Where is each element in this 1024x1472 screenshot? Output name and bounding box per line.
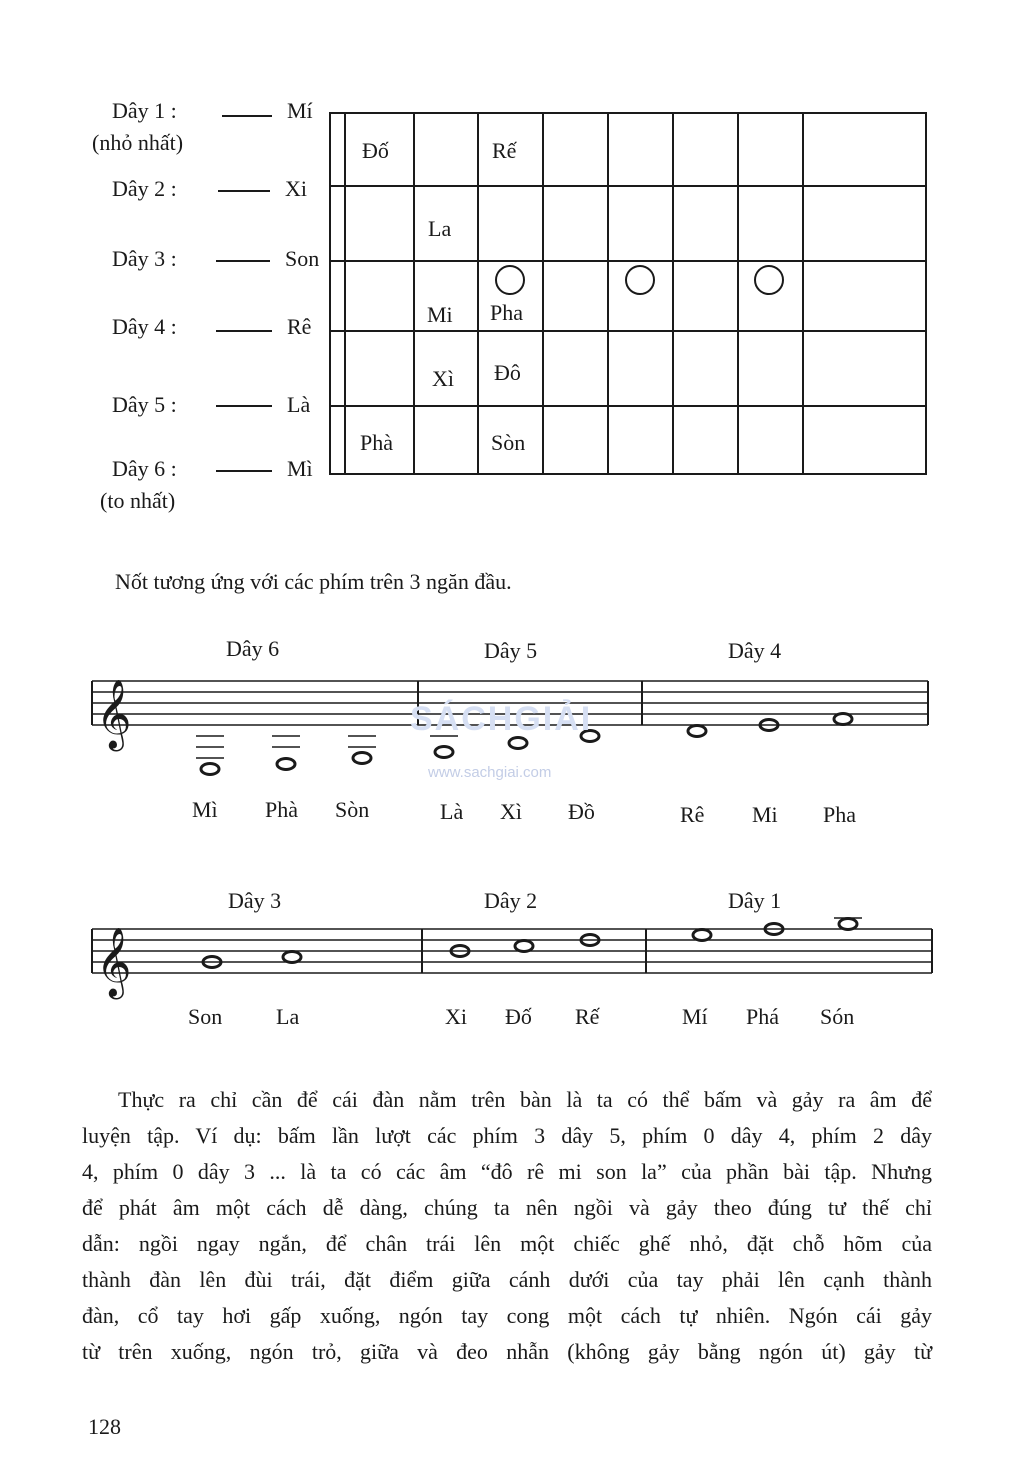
fret-note: Rế: [492, 138, 517, 163]
note-name: Là: [440, 799, 464, 824]
note-name: Xi: [445, 1004, 467, 1029]
note-name: Pha: [823, 802, 856, 827]
staff-1-group-title: Dây 4: [728, 638, 782, 663]
string-1-sub: (nhỏ nhất): [92, 130, 184, 155]
string-5-note: Là: [287, 392, 311, 417]
string-3-note: Son: [285, 246, 320, 271]
string-1-note: Mí: [287, 98, 313, 123]
treble-clef-icon: 𝄞: [96, 679, 132, 749]
paragraph-line: luyện tập. Ví dụ: bấm lần lượt các phím 3 dây 5, phím 0 dây 4, phím 2 dây: [82, 1123, 932, 1148]
string-5-label: Dây 5 :: [112, 392, 177, 417]
paragraph-line: để phát âm một cách dễ dàng, chúng ta nên ngồi và gảy theo đúng tư thế chỉ: [82, 1195, 932, 1220]
paragraph-line: thành đàn lên đùi trái, đặt điểm giữa cánh dưới của tay phải lên cạnh thành: [82, 1267, 932, 1292]
paragraph-line: dẫn: ngồi ngay ngắn, để chân trái lên một chiếc ghế nhỏ, đặt chỗ hõm của: [82, 1231, 932, 1256]
fret-note: Đô: [494, 360, 521, 385]
staff-2-group-title: Dây 2: [484, 888, 538, 913]
note-name: Son: [188, 1004, 223, 1029]
string-4-label: Dây 4 :: [112, 314, 177, 339]
note-name: Đố: [505, 1004, 532, 1029]
note-name: Phà: [265, 797, 298, 822]
staff-1-group-title: Dây 6: [226, 636, 280, 661]
note-name: Phá: [746, 1004, 779, 1029]
fret-note: Đố: [362, 138, 389, 163]
page-number: 128: [88, 1414, 121, 1439]
string-1-label: Dây 1 :: [112, 98, 177, 123]
note-name: Sòn: [335, 797, 370, 822]
staff-2-group-title: Dây 3: [228, 888, 282, 913]
fret-note: Sòn: [491, 430, 526, 455]
string-3-label: Dây 3 :: [112, 246, 177, 271]
fret-note: La: [428, 216, 452, 241]
body-paragraph: [82, 1082, 932, 1370]
fret-note: Xì: [432, 366, 454, 391]
note-name: Đồ: [568, 799, 595, 824]
watermark-logo: SÁCHGIẢI: [410, 700, 593, 738]
watermark-url: www.sachgiai.com: [428, 764, 552, 781]
staff-1-group-title: Dây 5: [484, 638, 538, 663]
paragraph-line: 4, phím 0 dây 3 ... là ta có các âm “đô rê mi son la” của phần bài tập. Nhưng: [82, 1159, 932, 1184]
string-2-label: Dây 2 :: [112, 176, 177, 201]
staff-2-group-title: Dây 1: [728, 888, 782, 913]
note-name: Xì: [500, 799, 522, 824]
note-name: La: [276, 1004, 300, 1029]
paragraph-line: đàn, cổ tay hơi gấp xuống, ngón tay cong một cách tự nhiên. Ngón cái gảy: [82, 1303, 932, 1328]
note-name: Mì: [192, 797, 218, 822]
caption: Nốt tương ứng với các phím trên 3 ngăn đầu.: [115, 569, 512, 594]
note-name: Rê: [680, 802, 705, 827]
string-6-label: Dây 6 :: [112, 456, 177, 481]
note-name: Són: [820, 1004, 855, 1029]
string-6-note: Mì: [287, 456, 313, 481]
string-6-sub: (to nhất): [100, 488, 176, 513]
paragraph-line: từ trên xuống, ngón trỏ, giữa và đeo nhẫn (không gảy bằng ngón út) gảy từ: [82, 1339, 932, 1364]
fret-note: Pha: [490, 300, 523, 325]
fret-note: Phà: [360, 430, 393, 455]
string-2-note: Xi: [285, 176, 307, 201]
note-name: Mí: [682, 1004, 708, 1029]
note-name: Rế: [575, 1004, 600, 1029]
treble-clef-icon: 𝄞: [96, 927, 132, 997]
string-4-note: Rê: [287, 314, 312, 339]
note-name: Mi: [752, 802, 778, 827]
fret-note: Mi: [427, 302, 453, 327]
paragraph-line: Thực ra chỉ cần để cái đàn nằm trên bàn là ta có thể bấm và gảy ra âm để: [118, 1087, 932, 1112]
